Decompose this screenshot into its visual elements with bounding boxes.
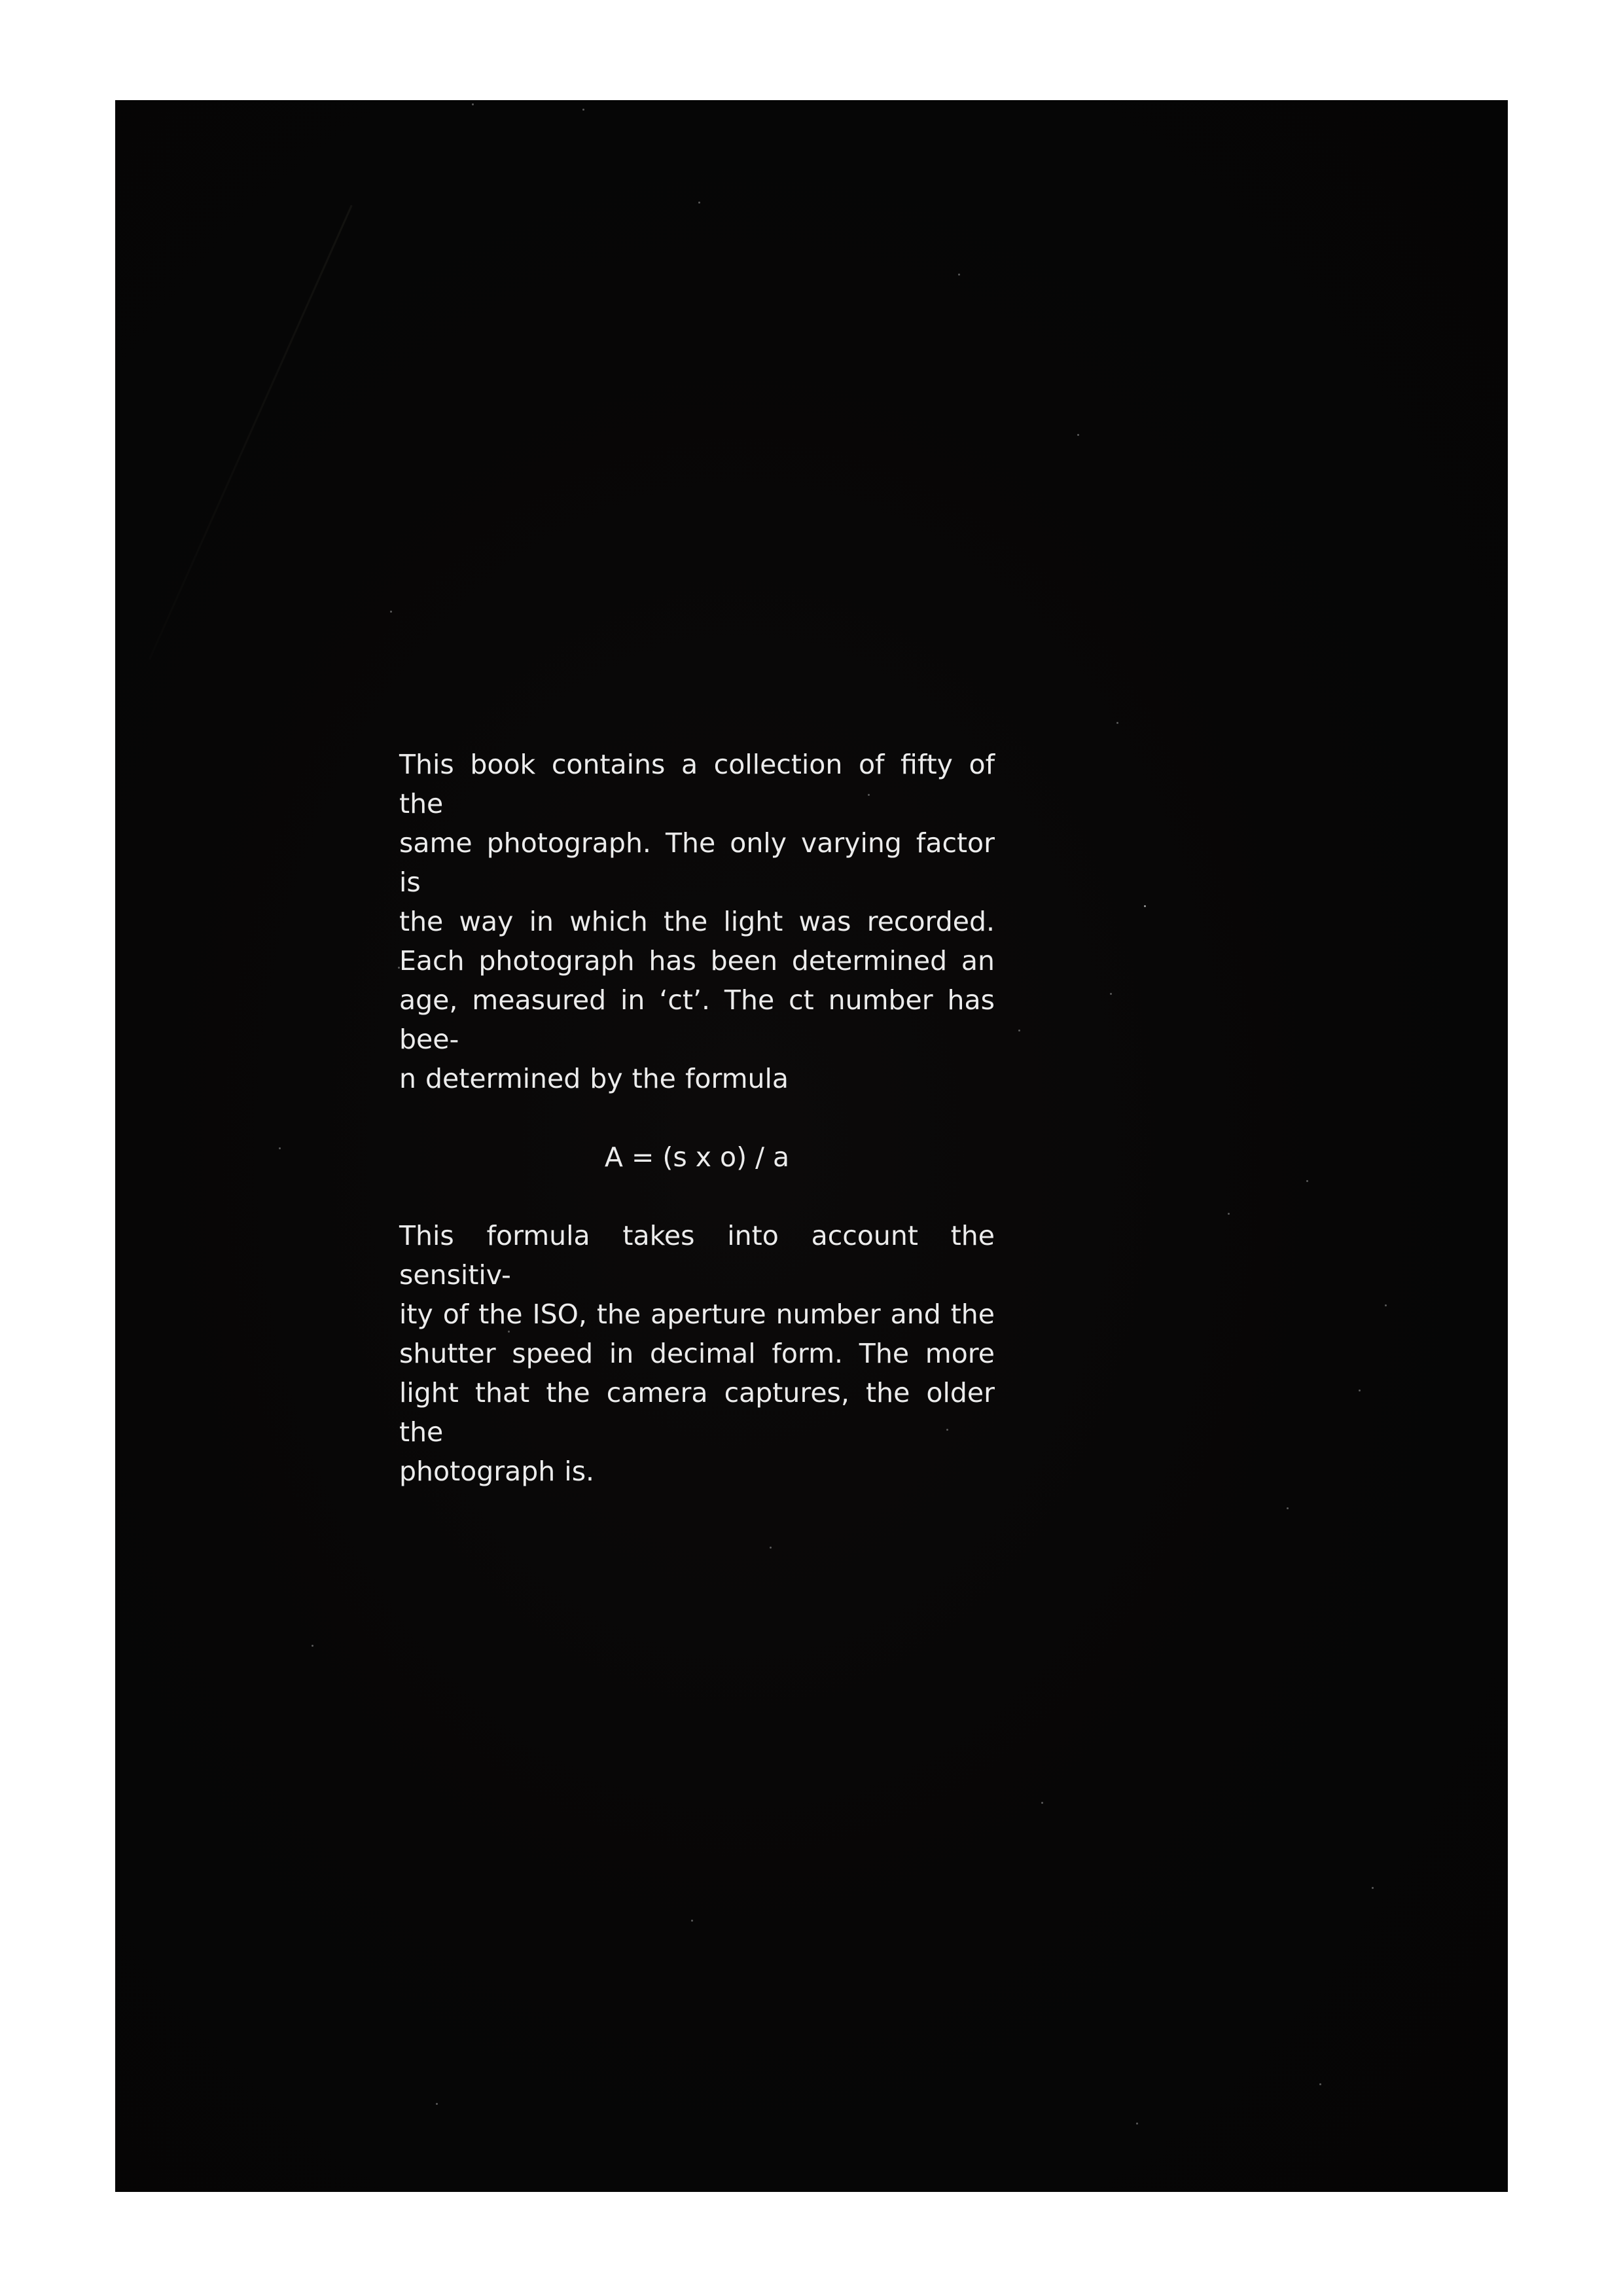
star (1228, 1213, 1230, 1215)
explanation-line: This formula takes into account the sensitiv- (399, 1220, 995, 1291)
explanation-line: ity of the ISO, the aperture number and the (399, 1299, 995, 1330)
star (1385, 1304, 1387, 1306)
star (1018, 1030, 1020, 1031)
star (770, 1547, 772, 1549)
star (436, 2103, 438, 2105)
star (1136, 2123, 1138, 2125)
intro-line: This book contains a collection of fifty of the (399, 749, 995, 819)
star (1287, 1507, 1289, 1509)
star (1359, 1390, 1361, 1391)
intro-line: Each photograph has been determined an (399, 945, 995, 977)
explanation-line: shutter speed in decimal form. The more (399, 1338, 995, 1369)
star (390, 611, 392, 613)
intro-line: n determined by the formula (399, 1063, 789, 1094)
star (1319, 2083, 1321, 2085)
intro-text-block (399, 745, 995, 1491)
age-formula: A = (s x o) / a (604, 1141, 790, 1173)
intro-paragraph (399, 745, 995, 1098)
star (312, 1645, 313, 1647)
star (1110, 993, 1112, 995)
explanation-line: photograph is. (399, 1456, 595, 1487)
star (279, 1147, 281, 1149)
star (958, 274, 960, 276)
star (1144, 905, 1146, 907)
star (1041, 1802, 1043, 1804)
star (1116, 722, 1118, 724)
star (1306, 1180, 1308, 1182)
light-streak (149, 205, 353, 660)
explanation-line: light that the camera captures, the older the (399, 1377, 995, 1448)
intro-line: age, measured in ‘ct’. The ct number has bee- (399, 984, 995, 1055)
star (1077, 434, 1079, 436)
star (691, 1920, 693, 1922)
intro-line: same photograph. The only varying factor is (399, 827, 995, 898)
explanation-paragraph (399, 1216, 995, 1491)
star (582, 109, 584, 111)
star (472, 103, 474, 105)
star (1372, 1887, 1374, 1889)
star (698, 202, 700, 204)
intro-line: the way in which the light was recorded. (399, 906, 995, 937)
